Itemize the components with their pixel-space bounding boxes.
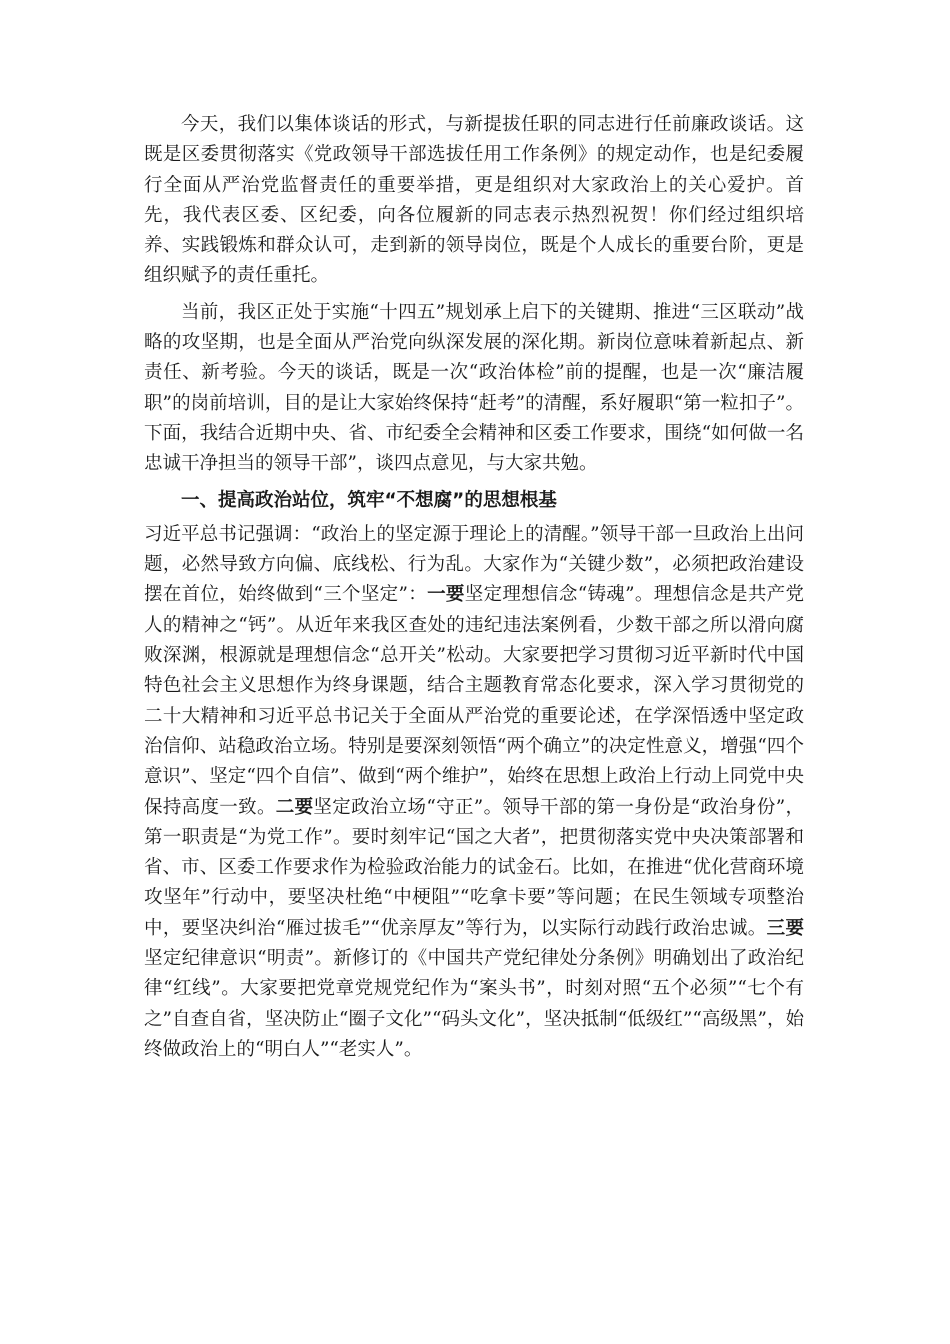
bold-marker-2: 二要 [275,796,314,818]
paragraph-context: 当前，我区正处于实施“十四五”规划承上启下的关键期、推进“三区联动”战略的攻坚期，也是全面从严治党向纵深发展的深化期。新岗位意味着新起点、新责任、新考验。今天的谈话，既是一次“政治体检”前的提醒，也是一次“廉洁履职”的岗前培训，目的是让大家始终保持“赶考”的清醒，系好履职“第一粒扣子”。下面，我结合近期中央、省、市纪委全会精神和区委工作要求，围绕“如何做一名忠诚干净担当的领导干部”，谈四点意见，与大家共勉。 [144,301,804,475]
paragraph-intro: 今天，我们以集体谈话的形式，与新提拔任职的同志进行任前廉政谈话。这既是区委贯彻落实《党政领导干部选拔任用工作条例》的规定动作，也是纪委履行全面从严治党监督责任的重要举措，更是组织对大家政治上的关心爱护。首先，我代表区委、区纪委，向各位履新的同志表示热烈祝贺！你们经过组织培养、实践锻炼和群众认可，走到新的领导岗位，既是个人成长的重要台阶，更是组织赋予的责任重托。 [144,114,804,287]
text-run: 习近平总书记强调：“政治上的坚定源于理论上的清醒。”领导干部一旦政治上出问题，必然导致方向偏、底线松、行为乱。大家作为“关键少数”，必须把政治建设摆在首位，始终做到“三个坚定”： [144,523,804,606]
document-body [144,110,804,1071]
section-heading-1: 一、提高政治站位，筑牢“不想腐”的思想根基 [181,489,557,511]
bold-marker-1: 一要 [427,584,465,606]
paragraph-section-1 [144,520,804,1065]
text-run: 坚定政治立场“守正”。领导干部的第一身份是“政治身份”，第一职责是“为党工作”。要时刻牢记“国之大者”，把贯彻落实党中央决策部署和省、市、区委工作要求作为检验政治能力的试金石。比如，在推进“优化营商环境攻坚年”行动中，要坚决杜绝“中梗阻”“吃拿卡要”等问题；在民生领域专项整治中，要坚决纠治“雁过拔毛”“优亲厚友”等行为，以实际行动践行政治忠诚。 [144,796,804,939]
text-run: 坚定纪律意识“明责”。新修订的《中国共产党纪律处分条例》明确划出了政治纪律“红线”。大家要把党章党规党纪作为“案头书”，时刻对照“五个必须”“七个有之”自查自省，坚决防止“圈子文化”“码头文化”，坚决抵制“低级红”“高级黑”，始终做政治上的“明白人”“老实人”。 [144,948,804,1060]
bold-marker-3: 三要 [766,917,804,939]
text-run: 坚定理想信念“铸魂”。理想信念是共产党人的精神之“钙”。从近年来我区查处的违纪违法案例看，少数干部之所以滑向腐败深渊，根源就是理想信念“总开关”松动。大家要把学习贯彻习近平新时代中国特色社会主义思想作为终身课题，结合主题教育常态化要求，深入学习贯彻党的二十大精神和习近平总书记关于全面从严治党的重要论述，在学深悟透中坚定政治信仰、站稳政治立场。特别是要深刻领悟“两个确立”的决定性意义，增强“四个意识”、坚定“四个自信”、做到“两个维护”，始终在思想上政治上行动上同党中央保持高度一致。 [144,584,804,818]
